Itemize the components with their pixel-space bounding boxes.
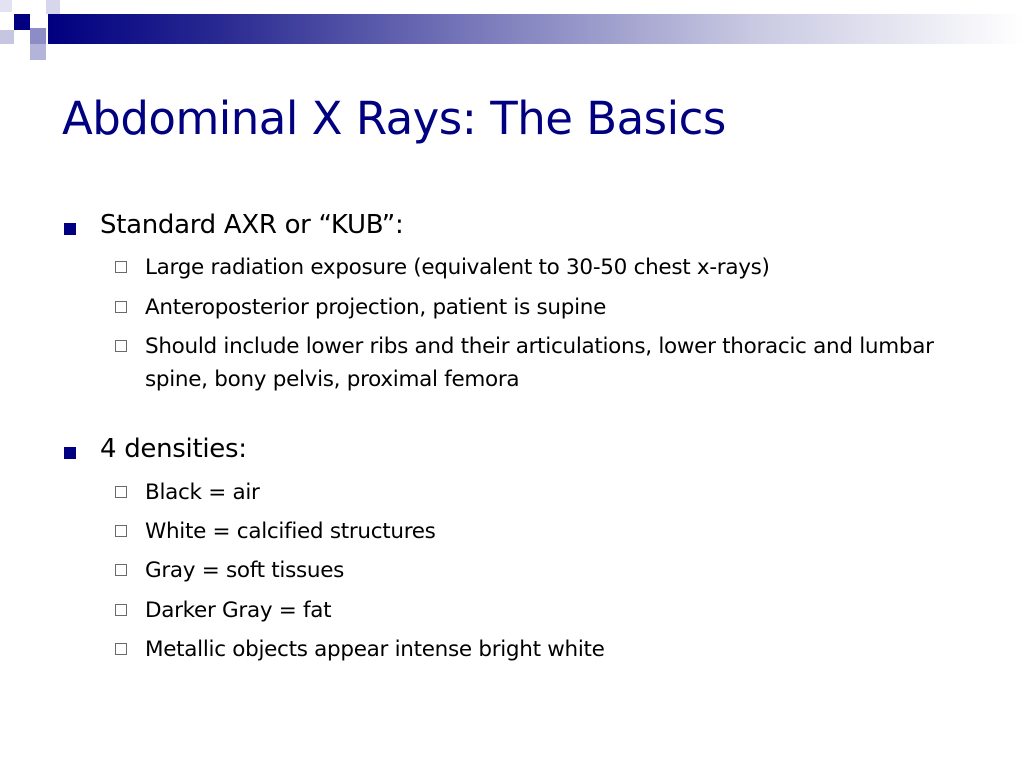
- decorative-square: [0, 30, 14, 44]
- sub-bullet: [62, 554, 962, 587]
- sub-bullet-text: Metallic objects appear intense bright white: [145, 636, 605, 662]
- bullet-standard-axr: [62, 210, 962, 241]
- decorative-square: [30, 44, 46, 60]
- sub-bullet: [62, 330, 962, 397]
- square-bullet-icon: [64, 223, 76, 235]
- slide-title: Abdominal X Rays: The Basics: [62, 92, 726, 145]
- decorative-square: [30, 28, 46, 44]
- sub-bullet-text: Gray = soft tissues: [145, 558, 345, 584]
- bullet-densities: [62, 434, 962, 465]
- decorative-square: [14, 14, 30, 30]
- hollow-square-bullet-icon: [115, 261, 127, 273]
- sub-bullet-text: Large radiation exposure (equivalent to 30-50 chest x-rays): [145, 255, 770, 281]
- bullet-text: 4 densities:: [100, 434, 247, 465]
- sub-bullet-text: Darker Gray = fat: [145, 597, 332, 623]
- sub-bullet: [62, 633, 962, 666]
- hollow-square-bullet-icon: [115, 643, 127, 655]
- sub-bullet: [62, 291, 962, 324]
- slide-content: [62, 210, 962, 666]
- bullet-text: Standard AXR or “KUB”:: [100, 210, 404, 240]
- hollow-square-bullet-icon: [115, 604, 127, 616]
- hollow-square-bullet-icon: [115, 525, 127, 537]
- decorative-square: [46, 0, 60, 14]
- sub-bullet: [62, 476, 962, 509]
- hollow-square-bullet-icon: [115, 564, 127, 576]
- hollow-square-bullet-icon: [115, 486, 127, 498]
- hollow-square-bullet-icon: [115, 340, 127, 352]
- sub-bullet-text: Anteroposterior projection, patient is supine: [145, 294, 607, 320]
- section-spacer: [62, 396, 962, 434]
- hollow-square-bullet-icon: [115, 301, 127, 313]
- square-bullet-icon: [64, 447, 76, 459]
- header-gradient-bar: [48, 14, 1024, 44]
- sub-bullet: [62, 594, 962, 627]
- sub-bullet-text: Black = air: [145, 479, 260, 505]
- decorative-square: [0, 0, 12, 12]
- sub-bullet: [62, 515, 962, 548]
- sub-bullet: [62, 251, 962, 284]
- sub-bullet-text: Should include lower ribs and their articulations, lower thoracic and lumbar spine, bony pelvis, proximal femora: [145, 333, 934, 393]
- sub-bullet-text: White = calcified structures: [145, 518, 436, 544]
